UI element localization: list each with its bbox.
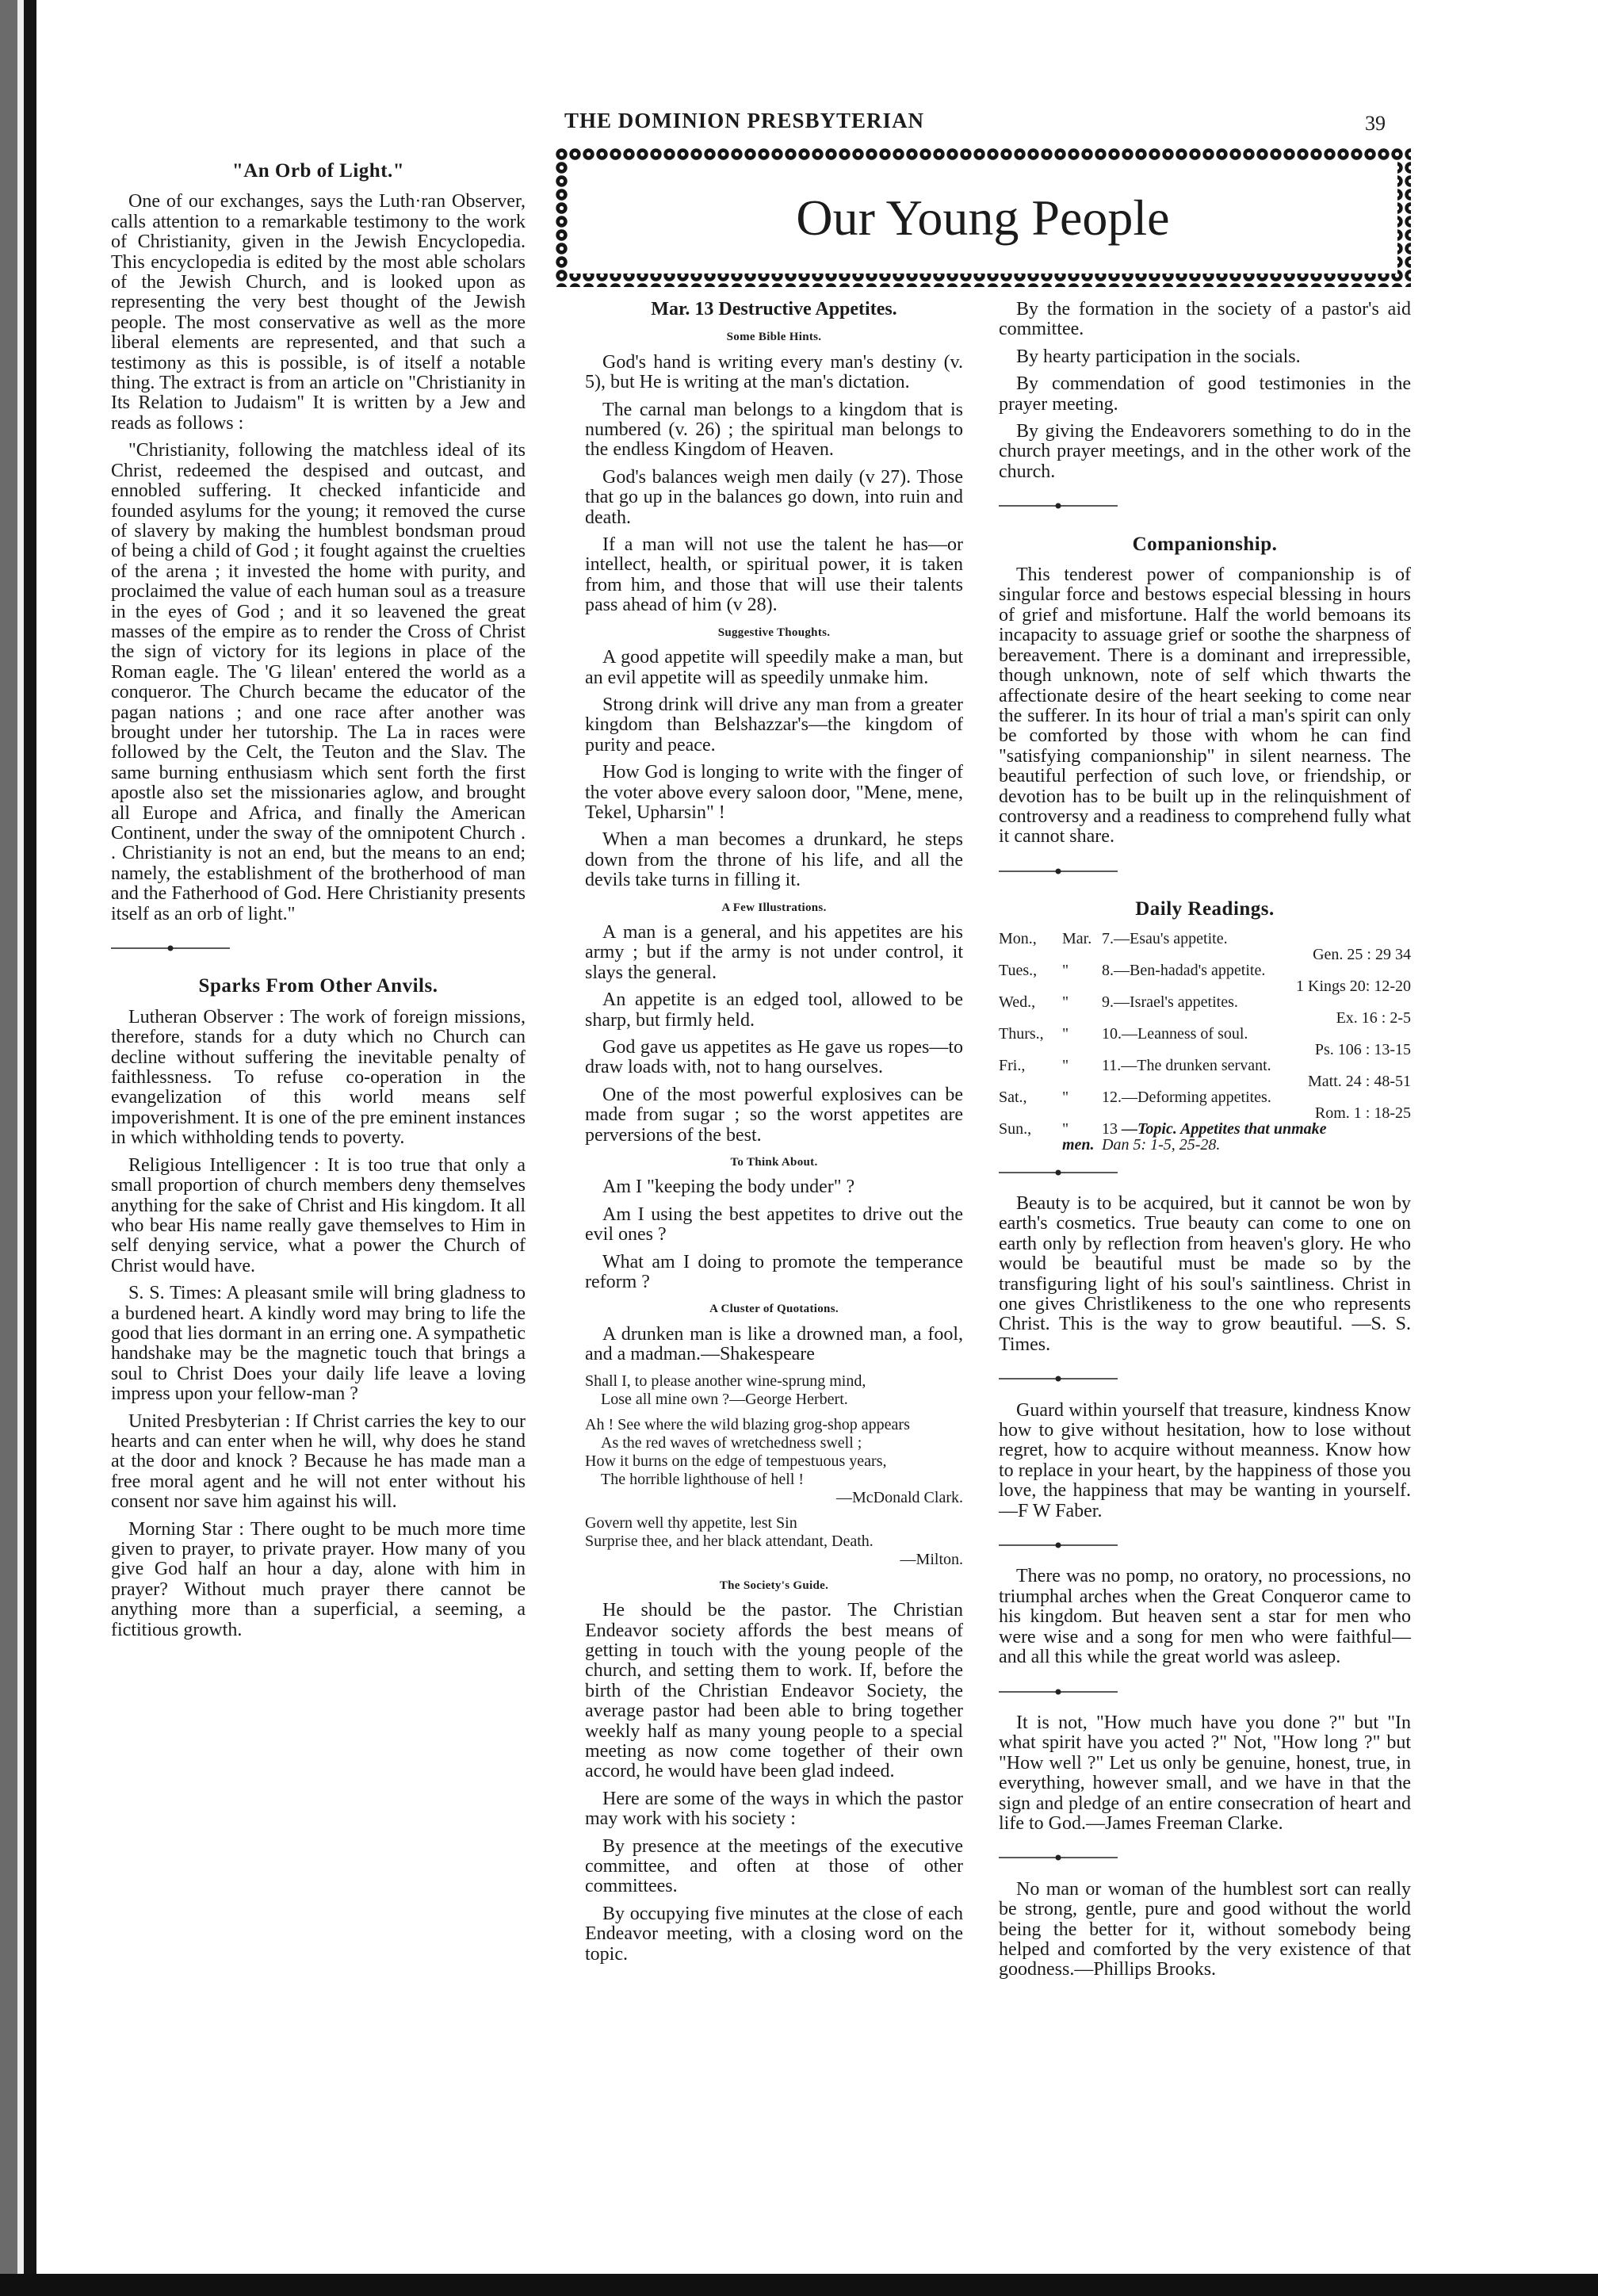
article-paragraph: There was no pomp, no oratory, no processions, no triumphal arches when the Great Conqueror came to his kingdom. But heaven sent a star for men who were wise and a song for men who were faithful—and all this while the great world was asleep. [999, 1566, 1411, 1668]
article-paragraph: One of our exchanges, says the Luth·ran Observer, calls attention to a remarkable testimony to the work of Christianity, given in the Jewish Encyclopedia. This encyclopedia is edited by the most able scholars of the Jewish Church, and is looked upon as representing the very best thought of the Jewish people. The most conservative as well as the more liberal elements are represented, and that such a testimony as this is possible, is of itself a notable thing. The extract is from an article on "Christianity in Its Relation to Judaism" It is written by a Jew and reads as follows : [111, 191, 526, 434]
reading-day: Wed., [999, 993, 1036, 1011]
reading-month: " [1062, 1088, 1069, 1106]
article-paragraph: What am I doing to promote the temperance reform ? [585, 1251, 963, 1293]
article-paragraph: A man is a general, and his appetites are his army ; but if the army is not under control, it slays the general. [585, 921, 963, 983]
column-right [999, 300, 1411, 1988]
running-head: THE DOMINION PRESBYTERIAN [564, 109, 925, 132]
reading-row [999, 994, 1411, 1010]
article-paragraph: By hearty participation in the socials. [1016, 346, 1301, 367]
column-left [111, 155, 526, 1647]
article-paragraph: One of the most powerful explosives can be made from sugar ; so the worst appetites are perversions of the best. [585, 1084, 963, 1146]
reading-reference: Gen. 25 : 29 34 [1313, 945, 1411, 963]
article-paragraph: It is not, "How much have you done ?" but "In what spirit have you acted ?" Not, "How long ?" but "How well ?" Let us only be genuine, honest, true, in everything, however small, and we have in that the sign and pledge of an entire consecration of heart and life to God.—James Freeman Clarke. [999, 1712, 1411, 1834]
article-paragraph: An appetite is an edged tool, allowed to be sharp, but firmly held. [585, 989, 963, 1031]
article-paragraph: How God is longing to write with the finger of the voter above every saloon door, "Mene, mene, Tekel, Upharsin" ! [585, 762, 963, 823]
article-paragraph: Religious Intelligencer : It is too true that only a small proportion of church members deny themselves anything for the sake of Christ and His kingdom. It all who bear His name really gave themselves to Him in self denying service, what a power the Church of Christ would have. [111, 1154, 526, 1276]
article-paragraph: The carnal man belongs to a kingdom that is numbered (v. 26) ; the spiritual man belongs to the endless Kingdom of Heaven. [585, 399, 963, 461]
verse-attribution: —Milton. [900, 1550, 963, 1568]
verse-line: Shall I, to please another wine-sprung mind, [585, 1372, 866, 1390]
reading-day: Mon., [999, 929, 1037, 947]
verse-milton [585, 1514, 963, 1569]
subhead-illustrations: A Few Illustrations. [721, 901, 827, 914]
reading-topic-end: men. [1062, 1135, 1095, 1154]
reading-month: " [1062, 1024, 1069, 1043]
article-paragraph: God gave us appetites as He gave us ropes—to draw loads with, not to hang ourselves. [585, 1037, 963, 1078]
reading-ref-row [999, 1105, 1411, 1121]
reading-reference: Dan 5: 1-5, 25-28. [1102, 1135, 1221, 1154]
scan-edge [0, 0, 17, 2296]
article-title-orb: "An Orb of Light." [231, 160, 405, 182]
reading-text: 7.—Esau's appetite. [1102, 929, 1228, 947]
reading-reference: Matt. 24 : 48-51 [1308, 1072, 1411, 1090]
verse-line: How it burns on the edge of tempestuous years, [585, 1452, 887, 1470]
reading-reference: Ex. 16 : 2-5 [1336, 1008, 1411, 1027]
reading-row [999, 1026, 1411, 1042]
verse-herbert [585, 1372, 963, 1409]
subhead-guide: The Society's Guide. [719, 1578, 829, 1592]
article-paragraph: "Christianity, following the matchless ideal of its Christ, redeemed the despised and outcast, and ennobled suffering. It checked infanticide and founded asylums for the young; it removed the curse of slavery by making the humblest bondsman proud of being a child of God ; it fought against the cruelties of the arena ; it invested the home with purity, and proclaimed the value of each human soul as a treasure in the eyes of God ; and it so leavened the great masses of the empire as to render the Cross of Christ the sign of victory for its legions in place of the Roman eagle. The 'G lilean' entered the world as a conqueror. The Church became the educator of the pagan nations ; and one race after another was brought under her tutorship. The La in races were followed by the Celt, the Teuton and the Slav. The same burning enthusiasm which sent forth the first apostle also set the missionaries aglow, and brought all Europe and Africa, and finally the American Continent, under the sway of the omnipotent Church . . Christianity is not an end, but the means to an end; namely, the establishment of the brotherhood of man and the Fatherhood of God. Here Christianity presents itself as an orb of light." [111, 440, 526, 924]
reading-month: " [1062, 993, 1069, 1011]
article-paragraph: Beauty is to be acquired, but it cannot be won by earth's cosmetics. True beauty can come to one on earth only by reflection from heaven's glory. He who would be beautiful must be made so by the transfiguring light of his soul's saintliness. Christ in one gives Christlikeness to the one who represents Christ. This is the way to grow beautiful. —S. S. Times. [999, 1192, 1411, 1355]
subhead-hints: Some Bible Hints. [726, 331, 822, 344]
reading-row-sunday-2 [999, 1137, 1411, 1153]
scan-bottom-edge [0, 2274, 1598, 2296]
verse-line: The horrible lighthouse of hell ! [601, 1470, 805, 1488]
article-paragraph: By the formation in the society of a pastor's aid committee. [999, 299, 1411, 340]
reading-day: Sat., [999, 1088, 1027, 1106]
reading-row [999, 1089, 1411, 1105]
article-paragraph: S. S. Times: A pleasant smile will bring gladness to a burdened heart. A kindly word may bring to life the good that lies dormant in an erring one. A sympathetic handshake may be the magnetic touch that brings a soul to Christ Does your daily life leave a loving impress upon your fellow-man ? [111, 1283, 526, 1405]
reading-row-sunday [999, 1121, 1411, 1137]
lesson-title: Mar. 13 Destructive Appetites. [651, 299, 897, 320]
article-paragraph: By occupying five minutes at the close of each Endeavor meeting, with a closing word on the topic. [585, 1903, 963, 1965]
article-title-companionship: Companionship. [1132, 533, 1278, 555]
reading-month: Mar. [1062, 929, 1092, 947]
article-paragraph: Lutheran Observer : The work of foreign missions, therefore, stands for a duty which no Church can decline without suffering the inevitable penalty of faithlessness. To refuse co-operation in the evangelization of this world means self impoverishment. It is one of the pre eminent instances in which withholding tends to poverty. [111, 1006, 526, 1149]
subhead-quotations: A Cluster of Quotations. [709, 1303, 839, 1316]
verse-line: Surprise thee, and her black attendant, Death. [585, 1532, 874, 1550]
ornament-rule [111, 944, 230, 952]
reading-day: Tues., [999, 961, 1038, 979]
article-paragraph: By presence at the meetings of the executive committee, and often at those of other committees. [585, 1835, 963, 1897]
verse-line: Ah ! See where the wild blazing grog-shop appears [585, 1415, 910, 1433]
article-paragraph: No man or woman of the humblest sort can really be strong, gentle, pure and good without the world being the better for it, without somebody being helped and comforted by the very existence of that goodness.—Phillips Brooks. [999, 1878, 1411, 1980]
article-paragraph: United Presbyterian : If Christ carries the key to our hearts and can enter when he will, why does he stand at the door and knock ? Because he has made man a free moral agent and he will not enter without his consent nor save him against his will. [111, 1410, 526, 1513]
reading-row [999, 931, 1411, 947]
reading-day: Fri., [999, 1056, 1026, 1074]
ornament-rule [999, 1854, 1118, 1862]
page-number: 39 [1365, 112, 1386, 135]
reading-month: " [1062, 1056, 1069, 1074]
reading-row [999, 962, 1411, 978]
column-middle [585, 300, 963, 1972]
reading-text: 10.—Leanness of soul. [1102, 1024, 1248, 1043]
reading-ref-row [999, 1073, 1411, 1089]
section-banner [555, 147, 1411, 287]
article-paragraph: Am I using the best appetites to drive out the evil ones ? [585, 1203, 963, 1246]
ornament-rule [999, 1688, 1118, 1696]
reading-month: " [1062, 961, 1069, 979]
reading-reference: 1 Kings 20: 12-20 [1296, 977, 1411, 995]
reading-text: 8.—Ben-hadad's appetite. [1102, 961, 1266, 979]
verse-line: Lose all mine own ?—George Herbert. [601, 1390, 848, 1408]
verse-line: Govern well thy appetite, lest Sin [585, 1513, 797, 1532]
reading-text: 9.—Israel's appetites. [1102, 993, 1238, 1011]
verse-attribution: —McDonald Clark. [836, 1488, 963, 1506]
verse-clark [585, 1416, 963, 1507]
ornament-rule [999, 1169, 1118, 1177]
article-paragraph: God's hand is writing every man's destiny (v. 5), but He is writing at the man's dictation. [585, 351, 963, 393]
article-paragraph: By commendation of good testimonies in the prayer meeting. [999, 373, 1411, 415]
article-paragraph: Morning Star : There ought to be much more time given to prayer, to private prayer. How many of you give God half an hour a day, alone with him in prayer? Without much prayer there cannot be anything more than a superficial, a seeming, a fictitious growth. [111, 1518, 526, 1640]
reading-row [999, 1058, 1411, 1073]
binding-shadow [24, 0, 36, 2296]
article-paragraph: A good appetite will speedily make a man, but an evil appetite will as speedily unmake him. [585, 647, 963, 688]
reading-reference: Ps. 106 : 13-15 [1314, 1040, 1411, 1058]
subhead-think: To Think About. [730, 1156, 818, 1169]
verse-line: As the red waves of wretchedness swell ; [601, 1433, 862, 1452]
article-paragraph: Here are some of the ways in which the pastor may work with his society : [585, 1788, 963, 1830]
reading-text: 12.—Deforming appetites. [1102, 1088, 1271, 1106]
article-paragraph: God's balances weigh men daily (v 27). Those that go up in the balances go down, into ruin and death. [585, 466, 963, 528]
reading-day: Sun., [999, 1119, 1032, 1138]
article-paragraph: If a man will not use the talent he has—or intellect, health, or spiritual power, it is taken from him, and those that will use their talents pass ahead of him (v 28). [585, 534, 963, 616]
reading-text: 11.—The drunken servant. [1102, 1056, 1271, 1074]
reading-text [1102, 1121, 1411, 1137]
article-paragraph: Guard within yourself that treasure, kindness Know how to give without hesitation, how to lose without regret, how to acquire without meanness. Know how to replace in your heart, by the happiness of those you love, the happiness that may be wanting in yourself.—F W Faber. [999, 1399, 1411, 1521]
article-paragraph: When a man becomes a drunkard, he steps down from the throne of his life, and all the devils take turns in filling it. [585, 829, 963, 891]
ornament-rule [999, 502, 1118, 510]
banner-title: Our Young People [796, 189, 1170, 246]
reading-topic: —Topic. Appetites that unmake [1122, 1119, 1327, 1138]
reading-ref-row [999, 1010, 1411, 1026]
article-paragraph: A drunken man is like a drowned man, a fool, and a madman.—Shakespeare [585, 1323, 963, 1365]
reading-number: 13 [1102, 1119, 1118, 1138]
article-paragraph: Strong drink will drive any man from a greater kingdom than Belshazzar's—the kingdom of purity and peace. [585, 694, 963, 756]
reading-reference: Rom. 1 : 18-25 [1314, 1104, 1411, 1122]
article-title-sparks: Sparks From Other Anvils. [198, 975, 438, 997]
daily-readings-table [999, 931, 1411, 1153]
reading-ref-row [999, 1042, 1411, 1058]
ornament-rule [999, 867, 1118, 875]
article-title-daily-readings: Daily Readings. [1135, 898, 1275, 920]
article-paragraph: By giving the Endeavorers something to do in the church prayer meetings, and in the other work of the church. [999, 421, 1411, 482]
ornament-rule [999, 1375, 1118, 1383]
article-paragraph: He should be the pastor. The Christian Endeavor society affords the best means of getting in touch with the young people of the church, and setting them to work. If, before the birth of the Christian Endeavor Society, the average pastor had been able to bring together weekly half as many young people to a special meeting as now come together of their own accord, he would have been glad indeed. [585, 1600, 963, 1782]
reading-month: " [1062, 1119, 1069, 1138]
article-paragraph: Am I "keeping the body under" ? [602, 1177, 855, 1198]
reading-day: Thurs., [999, 1024, 1044, 1043]
ornament-rule [999, 1541, 1118, 1549]
article-paragraph: This tenderest power of companionship is of singular force and bestows especial blessing in hours of grief and misfortune. Half the world bemoans its incapacity to assuage grief or soothe the sharpness of bereavement. There is a dominant and irrepressible, though unknown, note of self which thwarts the affectionate desire of the heart seeking to come near the sufferer. In its hour of trial a man's spirit can only be comforted by those with whom he can find "satisfying companionship" in silent nearness. The beautiful perfection of such love, or friendship, or devotion has to be built up in the relinquishment of controversy and a readiness to comprehend fully what it cannot share. [999, 564, 1411, 848]
reading-ref-row [999, 978, 1411, 994]
subhead-thoughts: Suggestive Thoughts. [717, 626, 831, 639]
reading-ref-row [999, 947, 1411, 962]
